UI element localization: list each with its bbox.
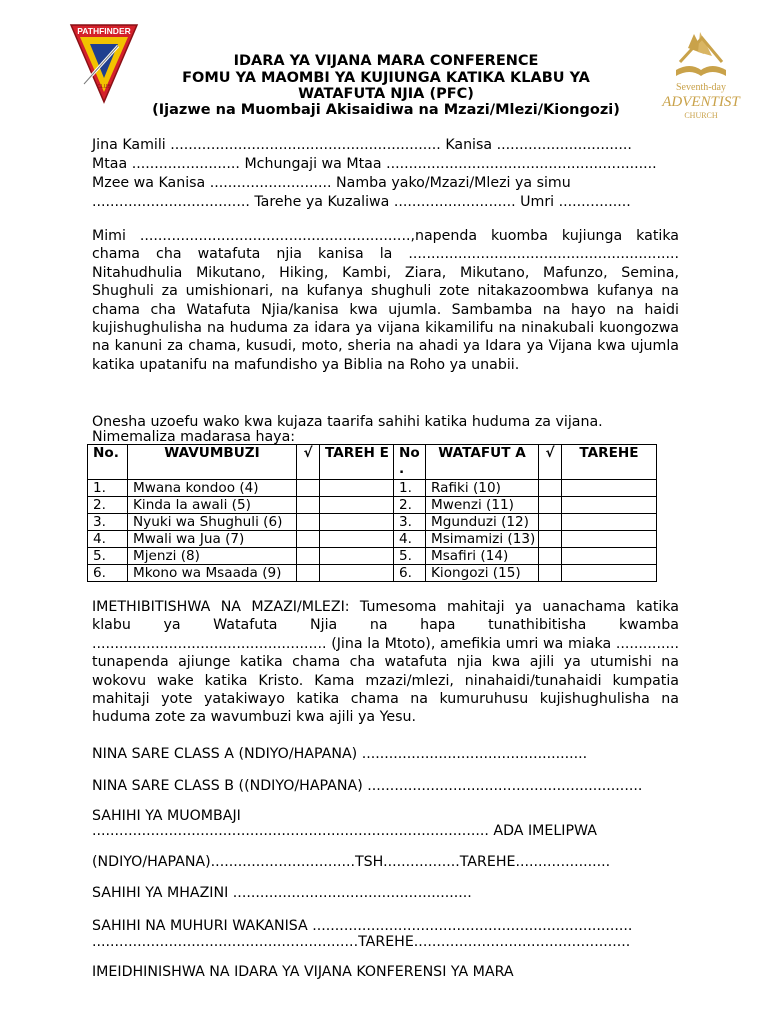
declaration-paragraph: Mimi ............................................................,napenda kuomba kujiunga katika chama cha watafuta njia kanisa la ............................................................ Nitahudhulia Mikutano, Hiking, Kambi, Ziara, Mikutano, Mafunzo, Semina, Shughuli za umishionari, na kufanya shughuli zote nitakazoombwa kufanya na chama cha Watafuta Njia/kanisa kwa ujumla. Sambamba na hayo na haidi kujishughulisha na huduma za idara ya vijana kikamilifu na ninakubali kuongozwa na kanuni za chama, kusudi, moto, sheria na ahadi ya Idara ya Vijana kwa ujumla katika upatanifu na mafundisho ya Biblia na Roho ya unabii. [92,228,679,373]
treasurer-signature-field[interactable]: SAHIHI YA MHAZINI ..................................................... [92,885,472,901]
header-line-2: FOMU YA MAOMBI YA KUJIUNGA KATIKA KLABU YA [182,70,590,86]
row-number-2: 2. [394,497,426,514]
header-line-1: IDARA YA VIJANA MARA CONFERENCE [233,53,539,69]
row-number-2: 4. [394,531,426,548]
row-number: 3. [88,514,128,531]
class-wavumbuzi: Kinda la awali (5) [128,497,297,514]
date-cell[interactable] [562,514,657,531]
field-elder-phone[interactable]: Mzee wa Kanisa ........................... Namba yako/Mzazi/Mlezi ya simu [92,175,571,191]
svg-text:CHURCH: CHURCH [684,111,718,120]
class-watafuta: Mwenzi (11) [426,497,539,514]
church-stamp-field[interactable]: SAHIHI NA MUHURI WAKANISA ....................................................................... [92,918,633,934]
classes-completed-label: Nimemaliza madarasa haya: [92,429,296,445]
check-cell[interactable] [297,548,320,565]
row-number-2: 3. [394,514,426,531]
table-row [88,480,657,497]
date-cell[interactable] [320,514,394,531]
class-watafuta: Rafiki (10) [426,480,539,497]
applicant-signature-field[interactable]: ........................................................................................ ADA IMELIPWA [92,823,597,839]
date-cell[interactable] [320,497,394,514]
check-cell[interactable] [297,565,320,582]
row-number: 6. [88,565,128,582]
class-wavumbuzi: Nyuki wa Shughuli (6) [128,514,297,531]
header-tarehe-1: TAREH E [320,445,394,480]
svg-text:ADVENTIST: ADVENTIST [662,94,740,110]
header-check-2: √ [539,445,562,480]
row-number-2: 1. [394,480,426,497]
date-cell[interactable] [320,548,394,565]
table-row [88,514,657,531]
date-cell[interactable] [562,480,657,497]
svg-text:Seventh-day: Seventh-day [676,82,726,93]
header-check-1: √ [297,445,320,480]
row-number: 1. [88,480,128,497]
check-cell[interactable] [539,514,562,531]
svg-text:CLUB: CLUB [97,84,111,90]
class-watafuta: Msimamizi (13) [426,531,539,548]
class-watafuta: Mgunduzi (12) [426,514,539,531]
header-wavumbuzi: WAVUMBUZI [128,445,297,480]
field-street-pastor[interactable]: Mtaa ........................ Mchungaji wa Mtaa ............................................................ [92,156,657,172]
uniform-class-a-field[interactable]: NINA SARE CLASS A (NDIYO/HAPANA) .................................................. [92,746,588,762]
date-cell[interactable] [562,497,657,514]
class-wavumbuzi: Mkono wa Msaada (9) [128,565,297,582]
header-no-2: No . [394,445,426,480]
sda-logo [646,26,756,122]
date-cell[interactable] [320,565,394,582]
parent-confirmation-paragraph: IMETHIBITISHWA NA MZAZI/MLEZI: Tumesoma mahitaji ya uanachama katika klabu ya Watafuta Njia na hapa tunathibitisha kwamba .................................................... (Jina la Mtoto), amefikia umri wa miaka .............. tunapenda ajiunge katika chama cha watafuta njia kwa ajili ya utumishi na wokovu wake katika Kristo. Kama mzazi/mlezi, ninahaidi/tunahaidi kumpatia mahitaji yote yatakiwayo katika chama na kumuruhusu kujishughulisha na huduma zote za wavumbuzi kwa ajili ya Yesu. [92,599,679,726]
table-row [88,565,657,582]
table-row [88,531,657,548]
date-cell[interactable] [562,565,657,582]
row-number-2: 6. [394,565,426,582]
class-watafuta: Msafiri (14) [426,548,539,565]
row-number: 5. [88,548,128,565]
class-wavumbuzi: Mwali wa Jua (7) [128,531,297,548]
field-name-church[interactable]: Jina Kamili ............................................................ Kanisa .............................. [92,137,632,153]
check-cell[interactable] [297,480,320,497]
check-cell[interactable] [539,497,562,514]
check-cell[interactable] [539,565,562,582]
check-cell[interactable] [297,497,320,514]
table-row [88,497,657,514]
check-cell[interactable] [539,531,562,548]
header-no: No. [88,445,128,480]
classes-table [87,444,657,582]
class-wavumbuzi: Mwana kondoo (4) [128,480,297,497]
header-line-4: (Ijazwe na Muombaji Akisaidiwa na Mzazi/Mlezi/Kiongozi) [152,102,620,118]
header-watafuta: WATAFUT A [426,445,539,480]
uniform-class-b-field[interactable]: NINA SARE CLASS B ((NDIYO/HAPANA) ............................................................. [92,778,643,794]
check-cell[interactable] [539,548,562,565]
svg-text:PATHFINDER: PATHFINDER [77,26,131,36]
header-line-3: WATAFUTA NJIA (PFC) [298,86,474,102]
row-number-2: 5. [394,548,426,565]
date-cell[interactable] [562,531,657,548]
header-tarehe-2: TAREHE [562,445,657,480]
class-watafuta: Kiongozi (15) [426,565,539,582]
check-cell[interactable] [539,480,562,497]
field-birthdate-age[interactable]: ................................... Tarehe ya Kuzaliwa ........................... Umri ................ [92,194,631,210]
table-header-row [88,445,657,480]
check-cell[interactable] [297,514,320,531]
approval-label: IMEIDHINISHWA NA IDARA YA VIJANA KONFERENSI YA MARA [92,964,514,980]
date-cell[interactable] [562,548,657,565]
applicant-signature-label: SAHIHI YA MUOMBAJI [92,808,241,824]
church-stamp-date-field[interactable]: ...........................................................TAREHE................................................ [92,934,631,950]
table-row [88,548,657,565]
date-cell[interactable] [320,531,394,548]
experience-intro: Onesha uzoefu wako kwa kujaza taarifa sahihi katika huduma za vijana. [92,414,603,430]
row-number: 2. [88,497,128,514]
class-wavumbuzi: Mjenzi (8) [128,548,297,565]
row-number: 4. [88,531,128,548]
check-cell[interactable] [297,531,320,548]
fee-paid-field[interactable]: (NDIYO/HAPANA)................................TSH.................TAREHE..................... [92,854,611,870]
date-cell[interactable] [320,480,394,497]
